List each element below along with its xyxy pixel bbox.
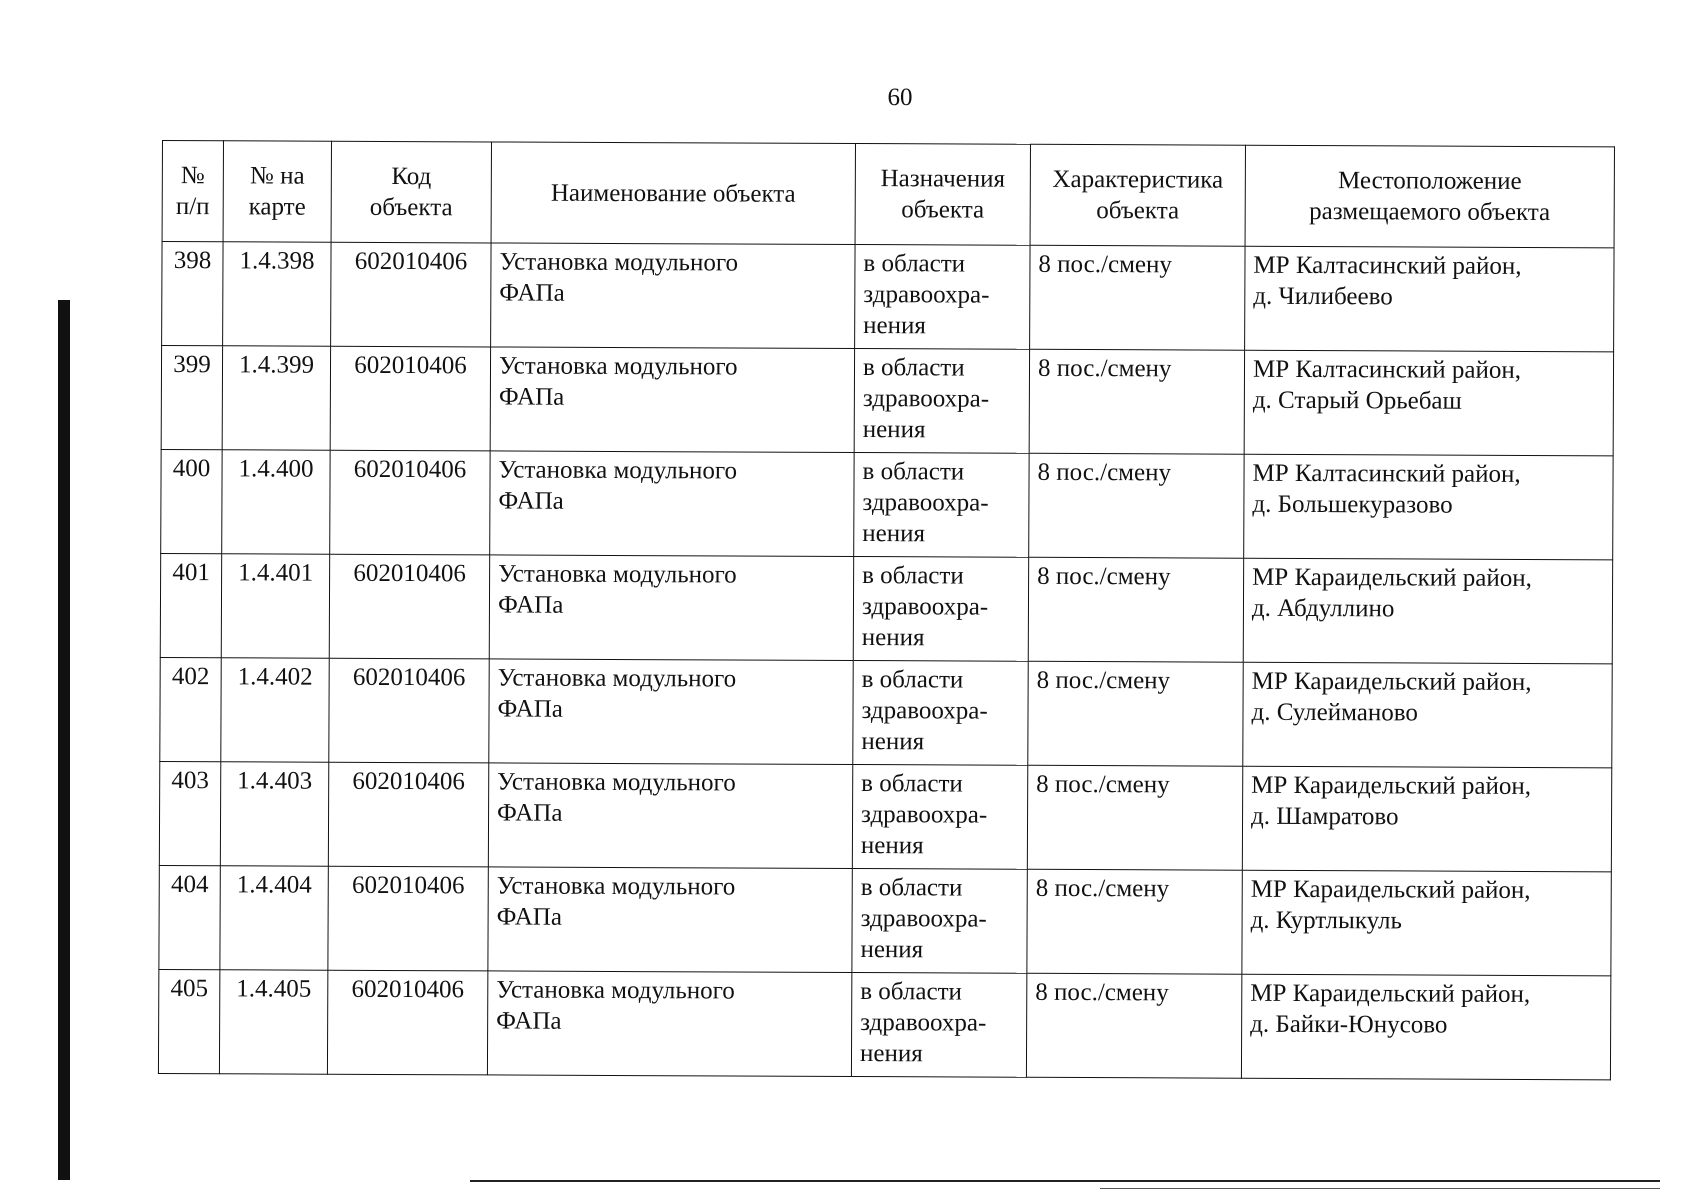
object-location-line: МР Караидельский район, xyxy=(1252,563,1533,592)
object-name xyxy=(491,243,855,349)
object-name-line: ФАПа xyxy=(498,383,565,411)
object-name-line: ФАПа xyxy=(496,1007,562,1035)
object-purpose-line: в области xyxy=(860,978,962,1006)
object-name xyxy=(489,555,853,661)
object-name-line: ФАПа xyxy=(497,591,564,619)
map-number: 1.4.404 xyxy=(220,866,328,970)
table-body xyxy=(158,242,1614,1080)
objects-table xyxy=(158,140,1615,1080)
header-object-purpose: Назначения объекта xyxy=(855,144,1030,246)
object-purpose-line: в области xyxy=(863,250,966,278)
object-code: 602010406 xyxy=(329,658,489,763)
object-name xyxy=(490,347,854,453)
header-object-characteristic: Характеристика объекта xyxy=(1030,144,1245,246)
object-characteristic: 8 пос./смену xyxy=(1027,765,1242,870)
row-number: 405 xyxy=(158,969,219,1073)
object-name-line: ФАПа xyxy=(497,799,563,827)
object-location-line: д. Абдуллино xyxy=(1251,594,1395,623)
object-purpose-line: в области xyxy=(862,458,965,486)
page-number: 60 xyxy=(887,84,913,111)
object-location-line: МР Караидельский район, xyxy=(1250,979,1531,1008)
map-number: 1.4.402 xyxy=(221,658,329,762)
object-characteristic: 8 пос./смену xyxy=(1029,349,1244,454)
object-purpose xyxy=(852,869,1027,974)
object-purpose-line: здравоохра- xyxy=(863,281,990,309)
object-location xyxy=(1245,246,1614,352)
object-purpose-line: в области xyxy=(862,354,965,382)
object-purpose xyxy=(854,453,1029,558)
table-header-row xyxy=(162,141,1614,248)
table-row xyxy=(161,449,1613,559)
object-characteristic: 8 пос./смену xyxy=(1030,245,1245,350)
object-location xyxy=(1244,350,1613,456)
object-name xyxy=(490,451,854,557)
object-characteristic: 8 пос./смену xyxy=(1028,557,1243,662)
object-purpose-line: нения xyxy=(862,520,926,548)
object-name xyxy=(488,867,852,973)
object-location xyxy=(1242,870,1611,976)
object-purpose xyxy=(852,765,1027,870)
object-purpose xyxy=(854,349,1029,454)
object-purpose-line: нения xyxy=(860,832,924,860)
row-number: 401 xyxy=(160,553,221,657)
object-location-line: МР Караидельский район, xyxy=(1251,771,1532,800)
object-characteristic: 8 пос./смену xyxy=(1029,453,1244,558)
object-location-line: МР Караидельский район, xyxy=(1251,667,1532,696)
row-number: 404 xyxy=(159,865,220,969)
map-number: 1.4.403 xyxy=(220,762,328,866)
object-purpose-line: здравоохра- xyxy=(860,905,987,933)
object-purpose-line: здравоохра- xyxy=(862,385,990,413)
object-code: 602010406 xyxy=(328,762,488,867)
object-location-line: д. Шамратово xyxy=(1251,802,1399,831)
object-purpose-line: здравоохра- xyxy=(861,697,988,725)
header-num: № п/п xyxy=(162,141,223,242)
object-location-line: МР Калтасинский район, xyxy=(1252,459,1521,488)
object-location-line: д. Куртлыкуль xyxy=(1250,906,1403,935)
row-number: 402 xyxy=(160,657,221,761)
object-name-line: Установка модульного xyxy=(498,352,738,381)
map-number: 1.4.399 xyxy=(222,346,330,450)
table-row xyxy=(158,969,1610,1079)
object-location-line: д. Чилибеево xyxy=(1253,282,1393,311)
object-name-line: ФАПа xyxy=(496,903,563,931)
header-object-code: Код объекта xyxy=(331,141,491,243)
object-purpose-line: нения xyxy=(863,312,926,340)
map-number: 1.4.398 xyxy=(223,242,331,346)
scan-bottom-line xyxy=(470,1180,1660,1182)
object-purpose-line: нения xyxy=(861,728,925,756)
object-purpose-line: нения xyxy=(859,1040,923,1068)
object-purpose-line: здравоохра- xyxy=(861,593,989,621)
scan-edge-shadow xyxy=(58,300,70,1180)
object-location xyxy=(1243,662,1612,768)
object-name-line: ФАПа xyxy=(498,487,564,515)
object-location xyxy=(1241,974,1610,1080)
row-number: 403 xyxy=(159,761,220,865)
table-row xyxy=(160,553,1612,663)
object-code: 602010406 xyxy=(328,866,488,971)
object-name xyxy=(487,971,851,1077)
object-location-line: МР Калтасинский район, xyxy=(1252,355,1522,384)
header-object-name: Наименование объекта xyxy=(491,142,855,245)
object-code: 602010406 xyxy=(327,970,487,1075)
object-location-line: МР Калтасинский район, xyxy=(1253,251,1522,280)
object-location-line: МР Караидельский район, xyxy=(1250,875,1531,904)
table-row xyxy=(159,761,1611,871)
object-name-line: Установка модульного xyxy=(497,664,737,693)
object-purpose-line: в области xyxy=(862,562,964,590)
table-row xyxy=(161,346,1613,456)
object-characteristic: 8 пос./смену xyxy=(1027,869,1242,974)
object-code: 602010406 xyxy=(330,450,490,555)
object-name-line: Установка модульного xyxy=(498,456,738,485)
map-number: 1.4.405 xyxy=(219,970,327,1074)
object-name xyxy=(489,659,853,765)
row-number: 398 xyxy=(162,242,223,346)
object-purpose-line: нения xyxy=(860,936,924,964)
object-purpose-line: нения xyxy=(862,416,926,444)
object-name xyxy=(488,763,852,869)
table-row xyxy=(159,865,1611,975)
object-purpose-line: в области xyxy=(860,874,963,902)
object-location-line: д. Старый Орьебаш xyxy=(1252,386,1462,415)
object-name-line: Установка модульного xyxy=(497,768,736,797)
scan-bottom-line-thin xyxy=(1100,1188,1660,1189)
object-characteristic: 8 пос./смену xyxy=(1028,661,1243,766)
row-number: 400 xyxy=(161,449,222,553)
object-name-line: Установка модульного xyxy=(498,560,737,589)
object-name-line: Установка модульного xyxy=(496,976,735,1005)
header-object-location: Местоположение размещаемого объекта xyxy=(1245,145,1614,248)
object-name-line: ФАПа xyxy=(497,695,563,723)
object-location-line: д. Большекуразово xyxy=(1252,490,1453,519)
object-location-line: д. Сулейманово xyxy=(1251,698,1418,727)
object-purpose xyxy=(851,973,1026,1078)
object-location-line: д. Байки-Юнусово xyxy=(1250,1010,1448,1039)
object-location xyxy=(1243,558,1612,664)
map-number: 1.4.400 xyxy=(222,450,330,554)
table-row xyxy=(162,242,1614,352)
object-purpose xyxy=(855,245,1030,350)
object-purpose xyxy=(853,557,1028,662)
object-code: 602010406 xyxy=(329,554,489,659)
object-location xyxy=(1242,766,1611,872)
object-characteristic: 8 пос./смену xyxy=(1026,973,1241,1078)
header-map-number: № на карте xyxy=(223,141,331,242)
table-row xyxy=(160,657,1612,767)
object-location xyxy=(1244,454,1613,560)
object-purpose-line: здравоохра- xyxy=(862,489,989,517)
object-purpose-line: нения xyxy=(861,624,925,652)
row-number: 399 xyxy=(161,346,222,450)
object-code: 602010406 xyxy=(330,346,490,451)
object-name-line: Установка модульного xyxy=(496,872,736,901)
map-number: 1.4.401 xyxy=(221,554,329,658)
object-purpose-line: в области xyxy=(861,770,963,798)
object-purpose-line: здравоохра- xyxy=(860,1009,987,1037)
object-purpose-line: в области xyxy=(861,666,964,694)
object-code: 602010406 xyxy=(331,242,491,347)
object-purpose-line: здравоохра- xyxy=(861,801,988,829)
object-purpose xyxy=(853,661,1028,766)
object-name-line: Установка модульного xyxy=(499,248,739,277)
object-name-line: ФАПа xyxy=(499,279,565,307)
